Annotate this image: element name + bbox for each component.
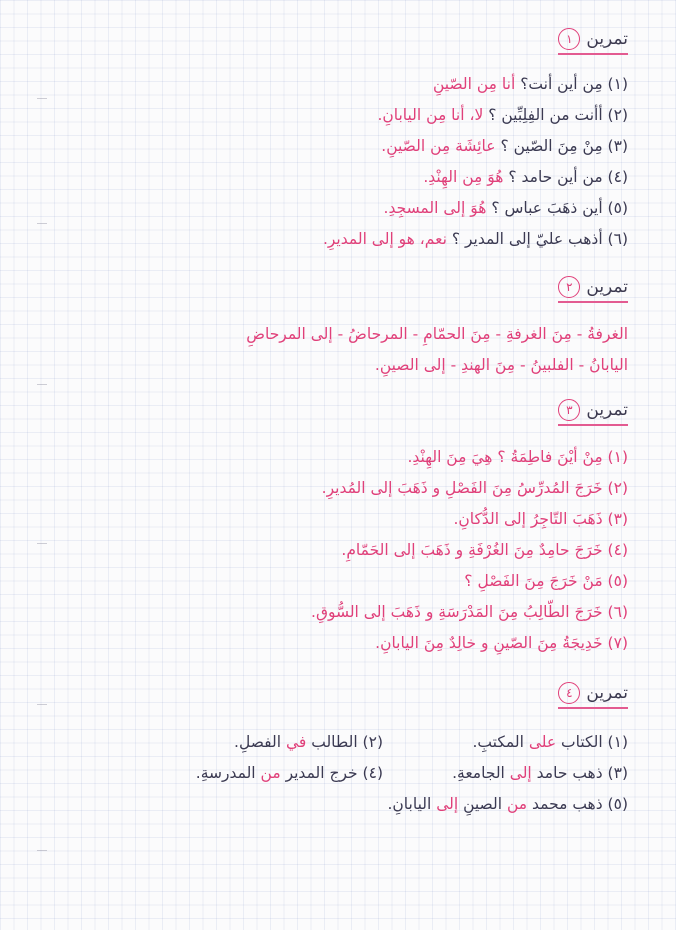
answer-line bbox=[60, 162, 628, 193]
exercise-2 bbox=[60, 276, 628, 381]
answer-line bbox=[60, 727, 628, 758]
answer-line bbox=[60, 758, 628, 789]
exercise-heading bbox=[558, 276, 628, 303]
answer-list bbox=[60, 442, 628, 659]
answer-text: أنا مِن الصّينِ bbox=[433, 75, 516, 93]
question-text: (٦) أذهب عليّ إلى المدير ؟ bbox=[451, 230, 628, 248]
exercise-title: تمرين bbox=[586, 400, 628, 420]
answer-text: عائِشَة مِن الصّينِ. bbox=[381, 137, 496, 155]
sentence: (١) الكتاب على المكتبِ. bbox=[472, 733, 628, 751]
sentence: (٤) خرج المدير من المدرسةِ. bbox=[195, 764, 383, 782]
margin-mark bbox=[37, 223, 47, 226]
margin-mark bbox=[37, 384, 47, 387]
answer-line bbox=[60, 193, 628, 224]
exercise-title: تمرين bbox=[586, 29, 628, 49]
answer-text: لا، أنا مِن اليابانِ. bbox=[377, 106, 484, 124]
answer-line bbox=[60, 69, 628, 100]
exercise-number: ٤ bbox=[558, 682, 580, 704]
answer-line: (٢) خَرَجَ المُدرِّسُ مِنَ الفَصْلِ و ذَهَبَ إلى المُديرِ. bbox=[321, 479, 628, 497]
exercise-3 bbox=[60, 399, 628, 659]
exercise-number: ٣ bbox=[558, 399, 580, 421]
answer-line: الغرفةُ - مِنَ الغرفةِ - مِنَ الحمّامِ - المرحاضُ - إلى المرحاضِ bbox=[246, 325, 628, 343]
answer-line: (٧) خَدِيجَةُ مِنَ الصّينِ و خالِدٌ مِنَ اليابانِ. bbox=[375, 634, 628, 652]
answer-line: (٦) خَرَجَ الطّالِبُ مِنَ المَدْرَسَةِ و ذَهَبَ إلى السُّوقِ. bbox=[311, 603, 628, 621]
exercise-4 bbox=[60, 682, 628, 820]
exercise-number: ١ bbox=[558, 28, 580, 50]
question-text: (٤) من أين حامد ؟ bbox=[508, 168, 628, 186]
exercise-1 bbox=[60, 28, 628, 255]
exercise-heading bbox=[558, 28, 628, 55]
margin-mark bbox=[37, 850, 47, 853]
answer-list bbox=[60, 69, 628, 255]
answer-line: (٤) خَرَجَ حامِدٌ مِنَ الغُرْفَةِ و ذَهَبَ إلى الحَمّامِ. bbox=[341, 541, 628, 559]
answer-line bbox=[60, 131, 628, 162]
question-text: (١) مِن أين أنت؟ bbox=[520, 75, 628, 93]
margin-mark bbox=[37, 543, 47, 546]
answer-text: هُوَ مِن الهِنْدِ. bbox=[423, 168, 504, 186]
question-text: (٢) أأنت من الفِلِبِّين ؟ bbox=[488, 106, 628, 124]
exercise-title: تمرين bbox=[586, 277, 628, 297]
sentence: (٣) ذهب حامد إلى الجامعةِ. bbox=[452, 764, 628, 782]
exercise-heading bbox=[558, 682, 628, 709]
answer-line: اليابانُ - الفلبينُ - مِنَ الهندِ - إلى الصينِ. bbox=[374, 356, 628, 374]
margin-mark bbox=[37, 98, 47, 101]
answer-line bbox=[60, 224, 628, 255]
answer-list bbox=[60, 727, 628, 820]
answer-line: (١) مِنْ أيْنَ فاطِمَةُ ؟ هِيَ مِنَ الهِنْدِ. bbox=[407, 448, 628, 466]
question-text: (٣) مِنْ مِنَ الصّين ؟ bbox=[500, 137, 628, 155]
answer-line: (٥) ذهب محمد من الصينِ إلى اليابانِ. bbox=[387, 795, 628, 813]
answer-text: هُوَ إلى المسجِدِ. bbox=[383, 199, 487, 217]
margin-mark bbox=[37, 704, 47, 707]
answer-line: (٣) ذَهَبَ التّاجِرُ إلى الدُّكانِ. bbox=[453, 510, 628, 528]
answer-text: نعم، هو إلى المديرِ. bbox=[322, 230, 447, 248]
answer-line bbox=[60, 100, 628, 131]
exercise-number: ٢ bbox=[558, 276, 580, 298]
sentence: (٢) الطالب في الفصلِ. bbox=[234, 733, 383, 751]
exercise-heading bbox=[558, 399, 628, 426]
answer-list bbox=[60, 319, 628, 381]
answer-line: (٥) مَنْ خَرَجَ مِنَ الفَصْلِ ؟ bbox=[464, 572, 628, 590]
exercise-title: تمرين bbox=[586, 683, 628, 703]
question-text: (٥) أين ذهَبَ عباس ؟ bbox=[491, 199, 628, 217]
